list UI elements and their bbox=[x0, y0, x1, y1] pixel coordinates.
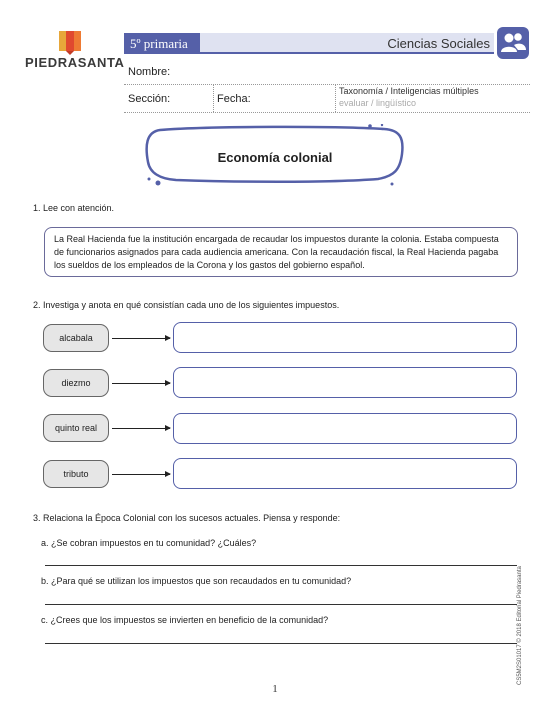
tax-tag: alcabala bbox=[43, 324, 109, 352]
date-label: Fecha: bbox=[217, 93, 251, 105]
answer-box[interactable] bbox=[173, 367, 517, 398]
grade-label: 5º primaria bbox=[124, 33, 200, 54]
answer-box[interactable] bbox=[173, 458, 517, 489]
arrow-icon bbox=[112, 338, 170, 339]
page-number: 1 bbox=[272, 683, 278, 695]
divider bbox=[335, 84, 336, 112]
answer-line[interactable] bbox=[45, 604, 517, 605]
book-logo-icon bbox=[59, 31, 81, 55]
copyright-text: CS5M2S01017 © 2018 Editorial Piedrasanta bbox=[517, 566, 523, 685]
tax-tag: tributo bbox=[43, 460, 109, 488]
question-3-prompt: 3. Relaciona la Época Colonial con los sucesos actuales. Piensa y responde: bbox=[33, 513, 341, 523]
page-title: Economía colonial bbox=[217, 150, 333, 165]
arrow-icon bbox=[112, 428, 170, 429]
name-label: Nombre: bbox=[128, 66, 171, 78]
reading-text: La Real Hacienda fue la institución encargada de recaudar los impuestos durante la colonia. Estaba compuesta de funcionarios asignados para cada audiencia americana. Con la recaudación fiscal, la Real Hacienda pagaba los sueldos de los empleados de la Corona y los gastos del gobierno español. bbox=[44, 227, 518, 277]
sub-question: a. ¿Se cobran impuestos en tu comunidad? ¿Cuáles? bbox=[41, 538, 257, 548]
subject-label: Ciencias Sociales bbox=[387, 36, 490, 51]
answer-box[interactable] bbox=[173, 413, 517, 444]
copyright-note bbox=[517, 550, 529, 685]
taxonomy-value: evaluar / lingüístico bbox=[339, 98, 417, 108]
question-2-prompt: 2. Investiga y anota en qué consistían cada uno de los siguientes impuestos. bbox=[33, 300, 340, 310]
name-field[interactable] bbox=[124, 84, 530, 85]
sub-question: b. ¿Para qué se utilizan los impuestos que son recaudados en tu comunidad? bbox=[41, 576, 352, 586]
publisher-logo: PIEDRASANTA bbox=[25, 55, 125, 70]
sub-question: c. ¿Crees que los impuestos se invierten en beneficio de la comunidad? bbox=[41, 615, 329, 625]
answer-line[interactable] bbox=[45, 643, 517, 644]
arrow-icon bbox=[112, 383, 170, 384]
answer-box[interactable] bbox=[173, 322, 517, 353]
tax-tag: quinto real bbox=[43, 414, 109, 442]
arrow-icon bbox=[112, 474, 170, 475]
taxonomy-label: Taxonomía / Inteligencias múltiples bbox=[339, 86, 479, 96]
section-label: Sección: bbox=[128, 93, 171, 105]
answer-line[interactable] bbox=[45, 565, 517, 566]
section-field[interactable] bbox=[124, 112, 530, 113]
tax-tag: diezmo bbox=[43, 369, 109, 397]
question-1-prompt: 1. Lee con atención. bbox=[33, 203, 115, 213]
people-icon bbox=[497, 27, 529, 59]
divider bbox=[213, 84, 214, 112]
